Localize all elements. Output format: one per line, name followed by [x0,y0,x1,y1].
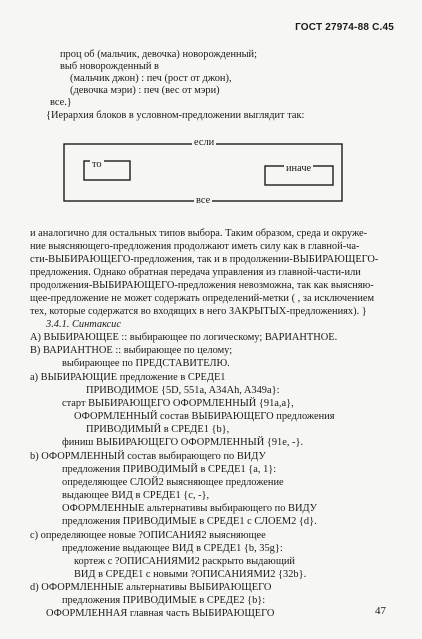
paragraph-line: и аналогично для остальных типов выбора. Таким образом, среда и окруже- [30,228,368,239]
rule-line: старт ВЫБИРАЮЩЕГО ОФОРМЛЕННЫЙ {91a,a}, [62,398,294,409]
rule-line: ВИД в СРЕДЕ1 с новыми ?ОПИСАНИЯМИ2 {32b}. [74,569,307,580]
diagram-label-if: если [194,137,215,148]
code-line: все.} [50,97,72,108]
page-number: 47 [375,605,386,617]
rule-line: ОФОРМЛЕННЫЕ альтернативы выбирающего по ВИДУ [62,503,318,514]
code-line: (девочка мэри) : печ (вес от мэри) [70,85,220,96]
rule-line: A) ВЫБИРАЮЩЕЕ :: выбирающее по логическому; ВАРИАНТНОЕ. [30,332,338,343]
rule-line: a) ВЫБИРАЮЩИЕ предложение в СРЕДЕ1 [30,372,226,383]
rule-line: выбирающее по ПРЕДСТАВИТЕЛЮ. [62,358,230,369]
rule-line: предложения ПРИВОДИМЫЙ в СРЕДЕ1 {a, 1}: [62,464,277,475]
rule-line: c) определяющее новые ?ОПИСАНИЯ2 выясняющее [30,530,266,541]
paragraph-line: тех, которые содержатся во входящих в него ЗАКРЫТЫХ-предложениях). } [30,306,367,317]
rule-line: кортеж с ?ОПИСАНИЯМИ2 раскрыто выдающий [74,556,295,567]
rule-line: финиш ВЫБИРАЮЩЕГО ОФОРМЛЕННЫЙ {91e, -}. [62,437,304,448]
rule-line: b) ОФОРМЛЕННЫЙ состав выбирающего по ВИДУ [30,451,266,462]
diagram-label-then: то [92,159,102,170]
rule-line: B) ВАРИАНТНОЕ :: выбирающее по целому; [30,345,233,356]
rule-line: ПРИВОДИМЫЙ в СРЕДЕ1 {b}, [86,424,230,435]
paragraph-line: предложения. Однако обратная передача управления из главной-части-или [30,267,361,278]
rule-line: определяющее СЛОЙ2 выясняющее предложение [62,477,284,488]
page-header: ГОСТ 27974-88 С.45 [295,22,394,33]
rule-line: выдающее ВИД в СРЕДЕ1 {c, -}, [62,490,210,501]
block-hierarchy-diagram [62,137,344,207]
comment-line: {Иерархия блоков в условном-предложении выглядит так: [46,110,305,121]
code-line: проц об (мальчик, девочка) новорожденный; [60,49,258,60]
rule-line: ОФОРМЛЕННАЯ главная часть ВЫБИРАЮЩЕГО [46,608,275,619]
diagram-label-fi: все [196,195,211,206]
paragraph-line: продолжения-ВЫБИРАЮЩЕГО-предложения невозможна, так как выясняю- [30,280,374,291]
rule-line: предложение выдающее ВИД в СРЕДЕ1 {b, 35g}: [62,543,283,554]
rule-line: ОФОРМЛЕННЫЙ состав ВЫБИРАЮЩЕГО предложения [74,411,335,422]
paragraph-line: ние выясняющего-предложения продолжают иметь силу как в главной-ча- [30,241,360,252]
paragraph-line: щее-предложение не может содержать определений-метки ( , за исключением [30,293,375,304]
rule-line: d) ОФОРМЛЕННЫЕ альтернативы ВЫБИРАЮЩЕГО [30,582,272,593]
paragraph-line: сти-ВЫБИРАЮЩЕГО-предложения, так и в продолжении-ВЫБИРАЮЩЕГО- [30,254,379,265]
diagram-label-else: иначе [286,163,312,174]
rule-line: предложения ПРИВОДИМЫЕ в СРЕДЕ2 {b}: [62,595,266,606]
rule-line: предложения ПРИВОДИМЫЕ в СРЕДЕ1 с СЛОЕМ2 {d}. [62,516,317,527]
code-line: (мальчик джон) : печ (рост от джон), [70,73,232,84]
section-heading: 3.4.1. Синтаксис [46,319,121,330]
rule-line: ПРИВОДИМОЕ {5D, 551a, A34Ah, A349a}: [86,385,280,396]
code-line: выб новорожденный в [60,61,159,72]
